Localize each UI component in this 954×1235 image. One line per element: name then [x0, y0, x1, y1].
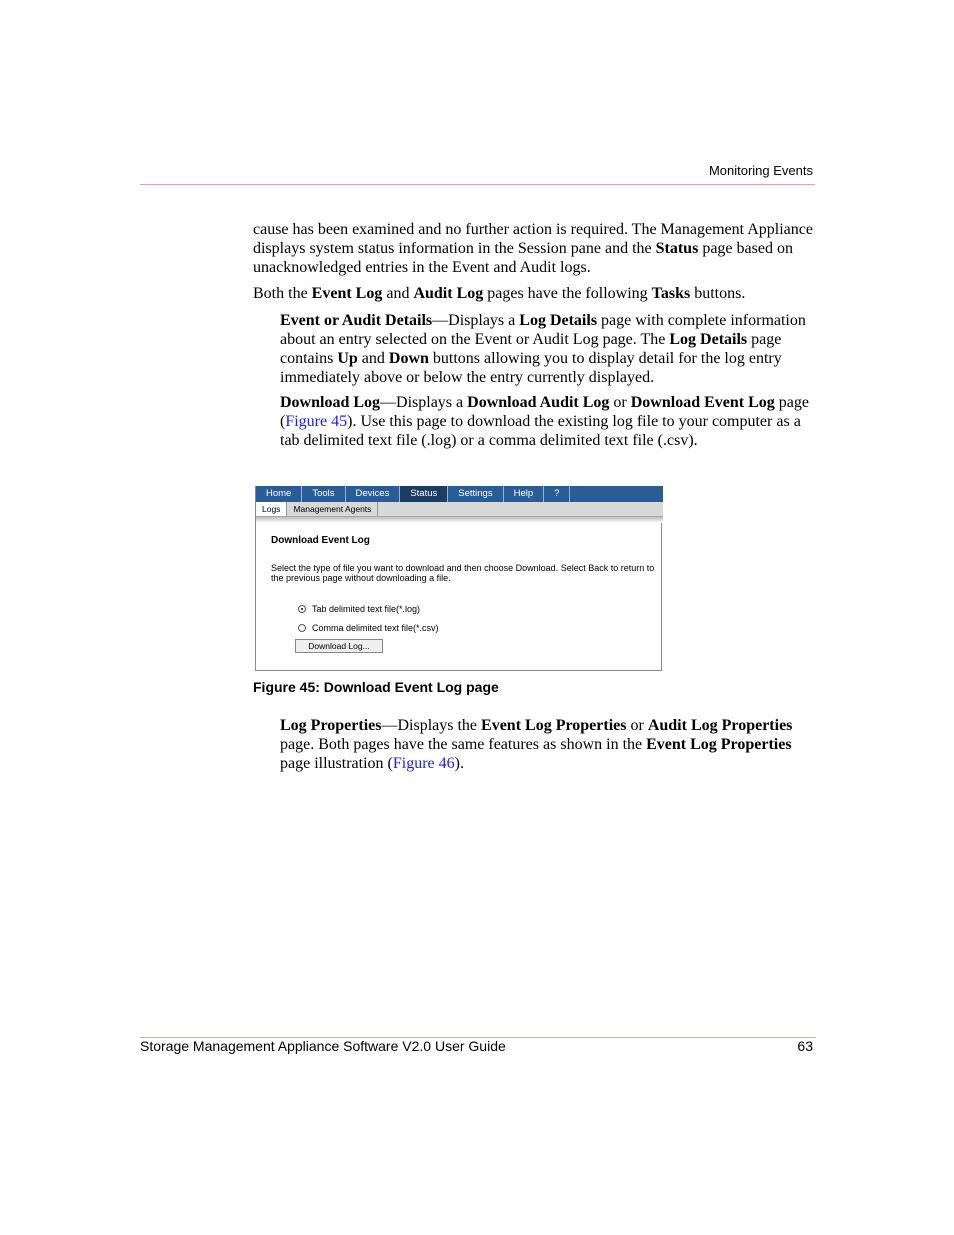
paragraph-status-info	[253, 220, 815, 277]
bold-term: Event Log Properties	[646, 736, 792, 753]
text-run: or	[626, 717, 648, 734]
text-run: pages have the following	[483, 285, 652, 302]
text-run: page with complete information about an entry selected on the Event or Audit Log page. The	[280, 312, 806, 348]
bold-term: Event Log	[311, 285, 383, 302]
bold-term: Download Log	[280, 394, 381, 411]
bold-term: Tasks	[651, 285, 691, 302]
bold-term: Event Log Properties	[481, 717, 627, 734]
text-run: page based on unacknowledged entries in the Event and Audit logs.	[253, 240, 793, 276]
text-run: and	[382, 285, 414, 302]
bold-term: Audit Log Properties	[647, 717, 793, 734]
sub-tab-bar	[256, 502, 663, 517]
footer-title: Storage Management Appliance Software V2.0 User Guide	[140, 1038, 506, 1054]
download-log-button[interactable]: Download Log...	[295, 639, 383, 653]
bold-term: Event or Audit Details	[280, 312, 433, 329]
text-run: page contains	[280, 331, 782, 367]
text-run: page illustration (	[280, 755, 393, 772]
option-comma-delimited[interactable]	[298, 623, 439, 633]
text-run: —Displays the	[381, 717, 482, 734]
text-run: ).	[454, 755, 464, 772]
text-run: page (	[280, 394, 809, 430]
nav-tab-devices[interactable]: Devices	[346, 486, 401, 502]
text-run: or	[609, 394, 631, 411]
figure-caption: Figure 45: Download Event Log page	[253, 679, 499, 695]
nav-tab-tools[interactable]: Tools	[302, 486, 345, 502]
paragraph-tasks-intro	[253, 284, 815, 303]
bold-term: Audit Log	[413, 285, 484, 302]
nav-tab-question[interactable]: ?	[544, 486, 570, 502]
bold-term: Down	[388, 350, 429, 367]
page-description: Select the type of file you want to download and then choose Download. Select Back to return to the previous page without downloading a file.	[271, 563, 655, 583]
bold-term: Log Properties	[280, 717, 382, 734]
figure-download-event-log	[255, 486, 662, 671]
figure-link[interactable]: Figure 45	[285, 413, 348, 430]
option-tab-label: Tab delimited text file(*.log)	[312, 604, 421, 614]
nav-tab-help[interactable]: Help	[504, 486, 545, 502]
sub-tab-logs[interactable]: Logs	[256, 502, 287, 516]
page-number: 63	[797, 1038, 813, 1054]
text-run: and	[357, 350, 389, 367]
bold-term: Download Event Log	[630, 394, 775, 411]
text-run: —Displays a	[432, 312, 520, 329]
bold-term: Log Details	[519, 312, 598, 329]
text-run: cause has been examined and no further action is required. The Management Appliance displays system status information in the Session pane and the	[253, 221, 813, 257]
bold-term: Download Audit Log	[467, 394, 610, 411]
radio-button-checked[interactable]	[298, 605, 306, 613]
text-run: —Displays a	[380, 394, 468, 411]
nav-bar	[256, 486, 663, 502]
divider-shadow	[256, 517, 663, 523]
text-run: page. Both pages have the same features as shown in the	[280, 736, 647, 753]
bold-term: Status	[655, 240, 699, 257]
nav-tab-status[interactable]: Status	[400, 486, 448, 502]
option-tab-delimited[interactable]	[298, 604, 420, 614]
text-run: buttons.	[690, 285, 746, 302]
radio-button[interactable]	[298, 624, 306, 632]
header-rule	[140, 184, 815, 185]
paragraph-event-audit-details	[280, 311, 815, 387]
sub-tab-management-agents[interactable]: Management Agents	[287, 502, 378, 516]
figure-link[interactable]: Figure 46	[392, 755, 455, 772]
nav-tab-settings[interactable]: Settings	[448, 486, 503, 502]
page-title: Download Event Log	[271, 535, 370, 546]
text-run: Both the	[253, 285, 312, 302]
running-header: Monitoring Events	[708, 163, 813, 178]
paragraph-log-properties	[280, 716, 815, 773]
text-run: ). Use this page to download the existing log file to your computer as a tab delimited text file (.log) or a comma delimited text file (.csv).	[280, 413, 801, 449]
text-run: buttons allowing you to display detail for the log entry immediately above or below the entry currently displayed.	[280, 350, 782, 386]
paragraph-download-log	[280, 393, 815, 450]
bold-term: Up	[337, 350, 358, 367]
nav-tab-home[interactable]: Home	[256, 486, 302, 502]
option-comma-label: Comma delimited text file(*.csv)	[312, 623, 439, 633]
bold-term: Log Details	[669, 331, 748, 348]
